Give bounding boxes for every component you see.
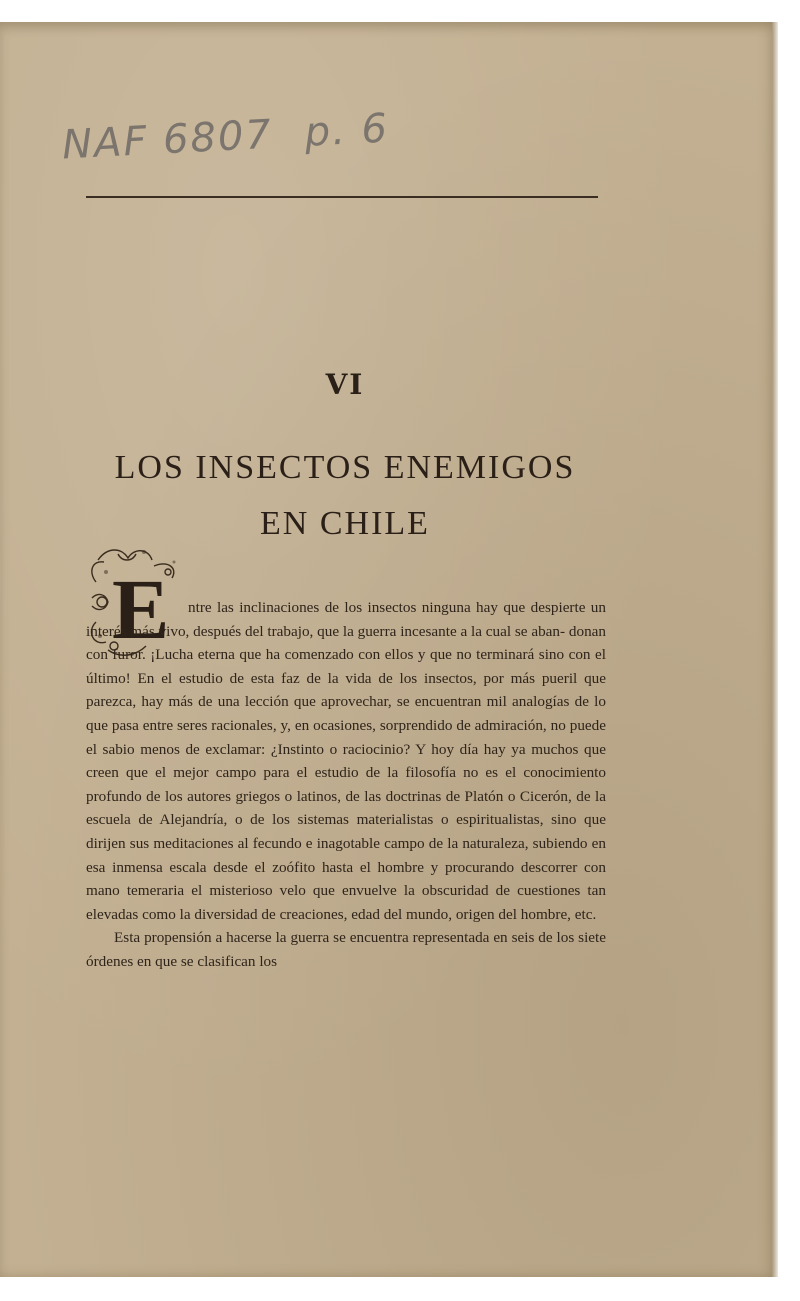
chapter-title: [40, 440, 650, 552]
header-rule: [86, 196, 598, 198]
page-edge: [772, 22, 778, 1277]
chapter-title-line-1: LOS INSECTOS ENEMIGOS: [114, 449, 576, 486]
handwritten-catalog-note: [61, 105, 390, 168]
catalog-number: NAF 6807: [61, 111, 274, 169]
paragraph-2: Esta propensión a hacerse la guerra se encuentra representada en seis de los siete órdenes en que se clasifican los: [86, 929, 606, 970]
dropcap-letter: E: [112, 561, 170, 657]
body-text: [86, 596, 606, 974]
book-page: [0, 22, 778, 1277]
chapter-title-line-2: EN CHILE: [260, 505, 430, 542]
chapter-number: VI: [325, 368, 365, 401]
paragraph-1-rest: donan con furor. ¡Lucha eterna que ha comenzado con ellos y que no terminará sino con el último! En el estudio de esta faz de la vida de los insectos, por más pueril que parezca, hay más de una lección que aprovechar, se encuentran mil analogías de lo que pasa entre seres racionales, y, en ocasiones, sorprendido de admiración, no puede el sabio menos de exclamar: ¿Instinto o raciocinio? Y hoy día hay ya muchos que creen que el mejor campo para el estudio de la filosofía no es el conocimiento profundo de los autores griegos o latinos, de las doctrinas de Platón o Cicerón, de la escuela de Alejandría, o de los sistemas materialistas o espiritualistas, sino que dirijen sus meditaciones al fecundo e inagotable campo de la naturaleza, subiendo en esa inmensa escala desde el zoófito hasta el hombre y procurando descorrer con mano temeraria el misterioso velo que envuelve la obscuridad de cuestiones tan elevadas como la diversidad de creaciones, edad del mundo, origen del hombre, etc.: [86, 622, 607, 923]
paragraph-1-lead: ntre las inclinaciones de los insectos ninguna hay que despierte un interés más vivo, después del trabajo, que la guerra incesante a la cual se aban-: [86, 599, 606, 640]
paragraph-1: [86, 596, 606, 926]
page-reference: p. 6: [303, 105, 391, 156]
